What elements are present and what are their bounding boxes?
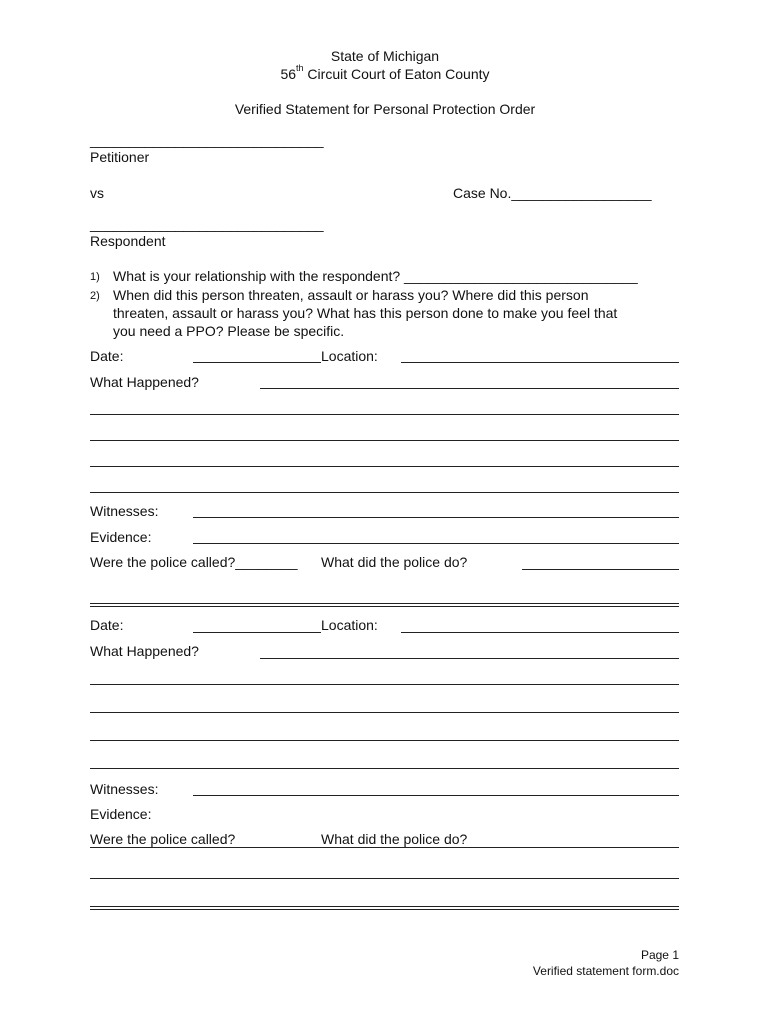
witnesses-field[interactable] bbox=[193, 517, 679, 518]
police-called-label[interactable]: Were the police called?________ bbox=[90, 554, 298, 570]
court-heading bbox=[0, 63, 770, 82]
police-called-label: Were the police called? bbox=[90, 831, 236, 847]
what-happened-label: What Happened? bbox=[90, 643, 199, 659]
court-ordinal: th bbox=[296, 63, 304, 74]
date-field[interactable] bbox=[193, 632, 321, 633]
witnesses-label: Witnesses: bbox=[90, 503, 159, 519]
vs-label: vs bbox=[90, 185, 104, 201]
court-number: 56 bbox=[280, 66, 297, 82]
witnesses-label: Witnesses: bbox=[90, 781, 159, 797]
what-happened-line[interactable] bbox=[90, 492, 679, 493]
evidence-label: Evidence: bbox=[90, 529, 152, 545]
date-field[interactable] bbox=[193, 362, 321, 363]
question-number: 1) bbox=[90, 271, 100, 283]
petitioner-blank[interactable]: ______________________________ bbox=[90, 132, 324, 148]
location-label: Location: bbox=[321, 348, 378, 364]
what-happened-field[interactable] bbox=[260, 388, 679, 389]
location-field[interactable] bbox=[401, 632, 679, 633]
police-do-field[interactable] bbox=[522, 569, 679, 570]
section-divider bbox=[90, 906, 679, 910]
location-label: Location: bbox=[321, 617, 378, 633]
court-name: Circuit Court of Eaton County bbox=[303, 66, 490, 82]
what-happened-line[interactable] bbox=[90, 684, 679, 685]
what-happened-line[interactable] bbox=[90, 440, 679, 441]
question-line: When did this person threaten, assault or harass you? Where did this person bbox=[113, 287, 589, 303]
what-happened-line[interactable] bbox=[90, 466, 679, 467]
respondent-blank[interactable]: ______________________________ bbox=[90, 216, 324, 232]
police-answer-line[interactable] bbox=[90, 847, 679, 848]
what-happened-line[interactable] bbox=[90, 414, 679, 415]
date-label: Date: bbox=[90, 348, 124, 364]
file-name: Verified statement form.doc bbox=[532, 964, 679, 978]
question-relationship[interactable]: What is your relationship with the respondent? ______________________________ bbox=[113, 268, 638, 284]
what-happened-line[interactable] bbox=[90, 712, 679, 713]
what-happened-label: What Happened? bbox=[90, 374, 199, 390]
question-line: you need a PPO? Please be specific. bbox=[113, 323, 345, 339]
what-happened-line[interactable] bbox=[90, 768, 679, 769]
question-number: 2) bbox=[90, 290, 100, 302]
what-happened-line[interactable] bbox=[90, 740, 679, 741]
date-label: Date: bbox=[90, 617, 124, 633]
location-field[interactable] bbox=[401, 362, 679, 363]
police-do-label: What did the police do? bbox=[321, 554, 468, 570]
state-heading: State of Michigan bbox=[330, 48, 440, 64]
respondent-label: Respondent bbox=[90, 233, 166, 249]
police-answer-line[interactable] bbox=[90, 878, 679, 879]
witnesses-field[interactable] bbox=[193, 795, 679, 796]
evidence-field[interactable] bbox=[193, 543, 679, 544]
question-line: threaten, assault or harass you? What has this person done to make you feel that bbox=[113, 305, 618, 321]
petitioner-label: Petitioner bbox=[90, 149, 150, 165]
evidence-label: Evidence: bbox=[90, 806, 152, 822]
section-divider bbox=[90, 603, 679, 607]
page-number: Page 1 bbox=[640, 948, 679, 962]
form-title: Verified Statement for Personal Protection Order bbox=[234, 101, 536, 117]
police-do-label: What did the police do? bbox=[321, 831, 468, 847]
what-happened-field[interactable] bbox=[260, 658, 679, 659]
case-number-field[interactable]: Case No.__________________ bbox=[453, 185, 652, 201]
